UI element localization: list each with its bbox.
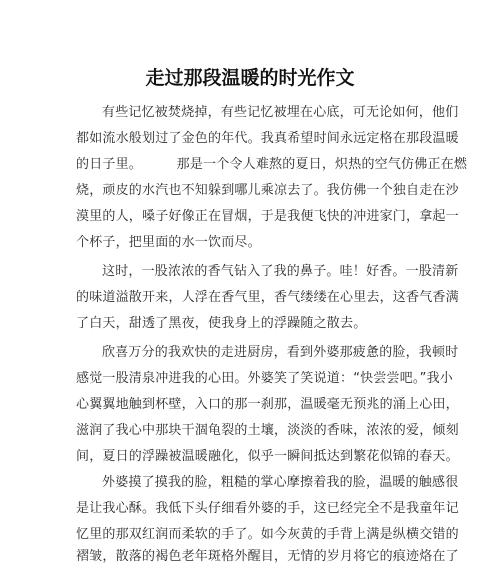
paragraph-line: 都如流水般划过了金色的年代。我真希望时间永远定格在那段温暖 bbox=[76, 131, 459, 146]
paragraph-line: 的味道溢散开来，人浮在香气里，香气缕缕在心里去，这香气香满 bbox=[76, 290, 459, 305]
article-title: 走过那段温暖的时光作文 bbox=[145, 67, 355, 89]
paragraph-line: 滋润了我心中那块干涸龟裂的土壤，淡淡的香味，浓浓的爱，倾刻 bbox=[76, 423, 459, 438]
paragraph-line: 褶皱，散落的褐色老年斑格外醒目，无情的岁月将它的痕迹烙在了 bbox=[76, 549, 459, 564]
paragraph-line: 心翼翼地触到杯壁，入口的那一刹那，温暖毫无预兆的涌上心田， bbox=[76, 397, 459, 412]
paragraph-line: 的日子里。 那是一个令人难熬的夏日，炽热的空气仿佛正在燃 bbox=[76, 157, 468, 172]
paragraph-line: 是让我心酥。我低下头仔细看外婆的手，这已经完全不是我童年记 bbox=[76, 501, 459, 516]
paragraph-line: 间，夏日的浮躁被温暖融化，似乎一瞬间抵达到繁花似锦的春天。 bbox=[76, 449, 459, 464]
paragraph-line: 欣喜万分的我欢快的走进厨房，看到外婆那疲惫的脸，我顿时 bbox=[102, 345, 459, 360]
paragraph-line: 这时，一股浓浓的香气钻入了我的鼻子。哇！好香。一股清新 bbox=[102, 264, 459, 279]
paragraph-line: 了白天，甜透了黑夜，使我身上的浮躁随之散去。 bbox=[76, 316, 367, 331]
paragraph-line: 个杯子，把里面的水一饮而尽。 bbox=[76, 235, 261, 250]
paragraph-line: 烧，顽皮的水汽也不知躲到哪儿乘凉去了。我仿佛一个独自走在沙 bbox=[76, 183, 459, 198]
paragraph-line: 感觉一股清泉冲进我的心田。外婆笑了笑说道：“快尝尝吧。”我小 bbox=[76, 371, 453, 386]
paragraph-line: 忆里的那双红润而柔软的手了。如今灰黄的手背上满是纵横交错的 bbox=[76, 527, 459, 542]
paragraph-line: 漠里的人，嗓子好像正在冒烟，于是我便飞快的冲进家门，拿起一 bbox=[76, 209, 459, 224]
paragraph-line: 外婆摸了摸我的脸，粗糙的掌心摩擦着我的脸，温暖的触感很 bbox=[102, 475, 459, 490]
paragraph-line: 有些记忆被焚烧掉，有些记忆被埋在心底，可无论如何，他们 bbox=[102, 105, 459, 120]
